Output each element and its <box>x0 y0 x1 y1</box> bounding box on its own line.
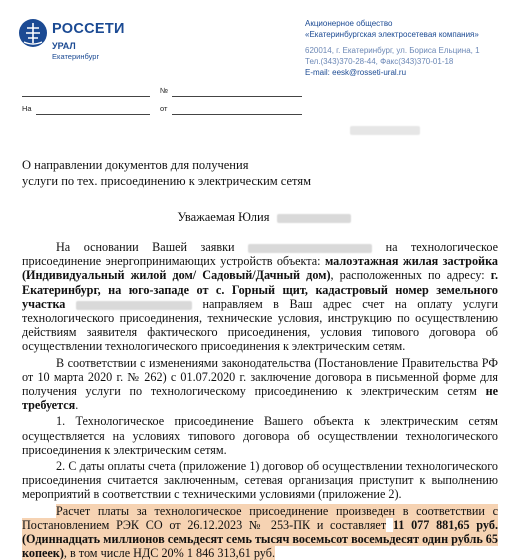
letter-body <box>22 240 498 560</box>
redacted-cadastral-number <box>76 301 192 310</box>
rosseti-logo <box>18 16 168 66</box>
address-line-1: 620014, г. Екатеринбург, ул. Бориса Ельцина, 1 <box>305 46 480 55</box>
redacted-patronymic <box>277 214 351 223</box>
greeting <box>0 210 528 225</box>
paragraph-5-fee: Расчет платы за технологическое присоединение произведен в соответствии с Постановлением РЭК СО от 26.12.2023 № 253-ПК и составляет 11 077 881,65 руб. (Одиннадцать миллионов семьдесят семь тысяч восемьсот восемьдесят один рубль 65 копеек), в том числе НДС 20% 1 846 313,61 руб. <box>22 503 498 560</box>
company-info <box>305 18 525 78</box>
reference-label: На <box>22 104 32 113</box>
outgoing-number-line <box>172 96 302 97</box>
recipient-redacted <box>350 126 420 135</box>
reference-date-line <box>172 114 302 115</box>
rosseti-logo-icon <box>18 18 48 48</box>
reference-date-label: от <box>160 104 168 113</box>
reference-number-line <box>36 114 150 115</box>
subject-line-1: О направлении документов для получения <box>22 158 249 172</box>
logo-region: УРАЛ <box>52 41 76 51</box>
paragraph-4: 2. С даты оплаты счета (приложение 1) договор об осуществлении технологического присоединения считается заключенным, сетевая организация приступит к выполнению мероприятий в соответствии с техническими условиями (приложение 2). <box>22 459 498 502</box>
company-email: E-mail: eesk@rosseti-ural.ru <box>305 68 407 77</box>
redacted-application-number <box>248 244 372 253</box>
paragraph-1: На основании Вашей заявки на технологическое присоединение энергопринимающих устройств объекта: малоэтажная жилая застройка (Индивидуальный жилой дом/ Садовый/Дачный дом), расположенных по адресу: г. Екатеринбург, на юго-западе от с. Горный щит, кадастровый номер земельного участка направляем в Ваш адрес счет на оплату услуги технологического присоединения, технические условия, инструкцию по осуществлению действиям заявителя фактического присоединения, условия типового договора об осуществлении технологического присоединения к электрическим сетям. <box>22 240 499 354</box>
company-line-1: Акционерное общество <box>305 19 393 28</box>
outgoing-date-line <box>22 96 150 97</box>
greeting-text: Уважаемая Юлия <box>177 210 270 224</box>
paragraph-2: В соответствии с изменениями законодательства (Постановление Правительства РФ от 10 марта 2020 г. № 262) с 01.07.2020 г. заключение договора в письменной форме для получения услуги по технологическому присоединению к электрическим сетям не требуется. <box>22 355 499 413</box>
subject-line-2: услуги по тех. присоединению к электрическим сетям <box>22 174 312 188</box>
paragraph-3: 1. Технологическое присоединение Вашего объекта к электрическим сетям осуществляется на условиях типового договора об осуществлении технологического присоединения к электрическим сетям. <box>22 414 498 457</box>
letter-subject <box>22 157 311 189</box>
logo-name: РОССЕТИ <box>52 21 125 37</box>
number-label: № <box>160 86 169 95</box>
address-line-2: Тел.(343)370-28-44, Факс(343)370-01-18 <box>305 57 454 66</box>
logo-city: Екатеринбург <box>52 52 100 61</box>
company-line-2: «Екатеринбургская электросетевая компания» <box>305 30 479 39</box>
